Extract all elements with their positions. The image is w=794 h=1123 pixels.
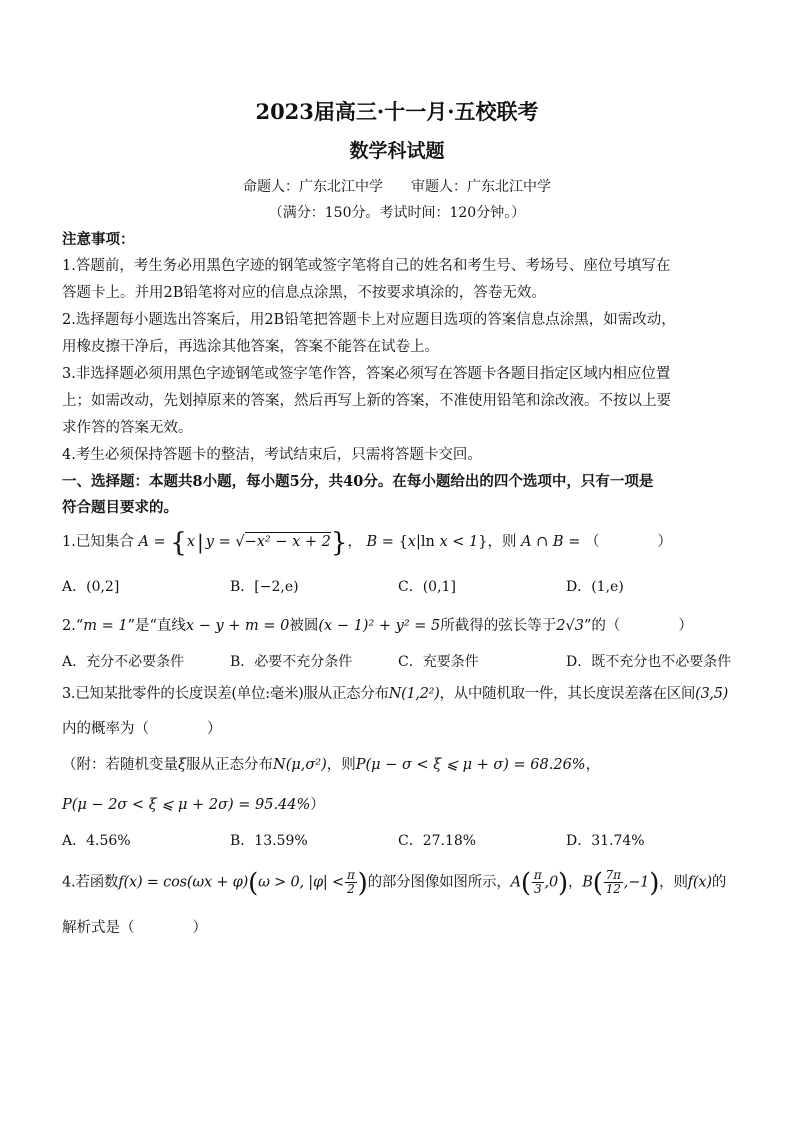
set-b-expression: B = {x|ln x < 1}: [366, 534, 488, 550]
question-3-note-2: P(μ − 2σ < ξ ⩽ μ + 2σ) = 95.44%）: [62, 797, 325, 813]
notice-item-3a: 3.非选择题必须用黑色字迹钢笔或签字笔作答，答案必须写在答题卡各题目指定区域内相应位置: [62, 366, 671, 382]
q2-option-a[interactable]: A．充分不必要条件: [62, 654, 185, 670]
subject-title: 数学科试题: [349, 140, 445, 162]
q1-option-c[interactable]: C．(0,1]: [398, 579, 456, 595]
notice-item-3c: 求作答的答案无效。: [62, 420, 193, 436]
q3-option-a[interactable]: A．4.56%: [62, 833, 131, 849]
pi-over-three: $\frac{\pi}{3}$: [533, 868, 542, 896]
notice-item-3b: 上；如需改动，先划掉原来的答案，然后再写上新的答案，不准使用铅笔和涂改液。不按以上要: [62, 393, 671, 409]
question-4-line-2: 解析式是（ ）: [62, 920, 207, 936]
seven-pi-over-twelve: $\frac{7\pi}{12}$: [605, 868, 621, 896]
q1-option-b[interactable]: B．[−2,e): [230, 579, 299, 595]
q3-option-b[interactable]: B．13.59%: [230, 833, 308, 849]
score-time-line: （满分：150分。考试时间：120分钟。）: [268, 205, 526, 221]
pi-over-two: $\frac{\pi}{2}$: [346, 868, 355, 896]
question-2: 2.“m = 1”是“直线x − y + m = 0被圆(x − 1)² + y² = 5所截得的弦长等于2√3”的（ ）: [62, 618, 693, 634]
question-1: 1.已知集合 A = {x | y = √−x² − x + 2}， B = {x|ln x < 1}，则 A ∩ B = （ ）: [62, 528, 672, 558]
notice-item-4: 4.考生必须保持答题卡的整洁，考试结束后，只需将答题卡交回。: [62, 447, 482, 463]
exam-title: 2023届高三·十一月·五校联考: [255, 99, 539, 124]
question-1-options: [62, 576, 734, 596]
q1-option-d[interactable]: D．(1,e): [566, 579, 624, 595]
set-a-expression: A = {x | y = √−x² − x + 2}: [138, 528, 348, 558]
question-4-line-1: 4.若函数f(x) = cos(ωx + φ)(ω > 0, |φ| < $\frac{\pi}{2}$ )的部分图像如图所示，A( $\frac{\pi}{3}$ ,0)，B( $\frac{7\pi}{12}$ ,−1)，则f(x)的: [62, 868, 727, 899]
notice-item-1b: 答题卡上。并用2B铅笔将对应的信息点涂黑，不按要求填涂的，答卷无效。: [62, 285, 546, 301]
question-3-line-2: 内的概率为（ ）: [62, 721, 222, 737]
q2-option-d[interactable]: D．既不充分也不必要条件: [566, 654, 732, 670]
question-3-options: [62, 830, 734, 850]
section-heading-2: 符合题目要求的。: [62, 499, 178, 516]
q3-option-c[interactable]: C．27.18%: [398, 833, 477, 849]
q2-option-c[interactable]: C．充要条件: [398, 654, 479, 670]
notice-item-1a: 1.答题前，考生务必用黑色字迹的钢笔或签字笔将自己的姓名和考生号、考场号、座位号填写在: [62, 258, 671, 274]
question-2-options: [62, 651, 734, 671]
notice-item-2a: 2.选择题每小题选出答案后，用2B铅笔把答题卡上对应题目选项的答案信息点涂黑，如需改动，: [62, 312, 676, 328]
q1-option-a[interactable]: A．(0,2]: [62, 579, 120, 595]
intersection-expression: A ∩ B =: [521, 534, 581, 550]
q3-option-d[interactable]: D．31.74%: [566, 833, 645, 849]
section-heading-1: 一、选择题：本题共8小题，每小题5分，共40分。在每小题给出的四个选项中，只有一项是: [62, 473, 654, 490]
question-3-line-1: 3.已知某批零件的长度误差(单位:毫米)服从正态分布N(1,2²)，从中随机取一件，其长度误差落在区间(3,5): [62, 686, 728, 702]
notice-heading: 注意事项：: [62, 231, 135, 248]
question-3-note-1: （附：若随机变量ξ服从正态分布N(μ,σ²)，则P(μ − σ < ξ ⩽ μ + σ) = 68.26%，: [62, 757, 601, 773]
q2-option-b[interactable]: B．必要不充分条件: [230, 654, 353, 670]
authors-line: 命题人：广东北江中学 审题人：广东北江中学: [243, 179, 551, 195]
notice-item-2b: 用橡皮擦干净后，再选涂其他答案，答案不能答在试卷上。: [62, 339, 439, 355]
